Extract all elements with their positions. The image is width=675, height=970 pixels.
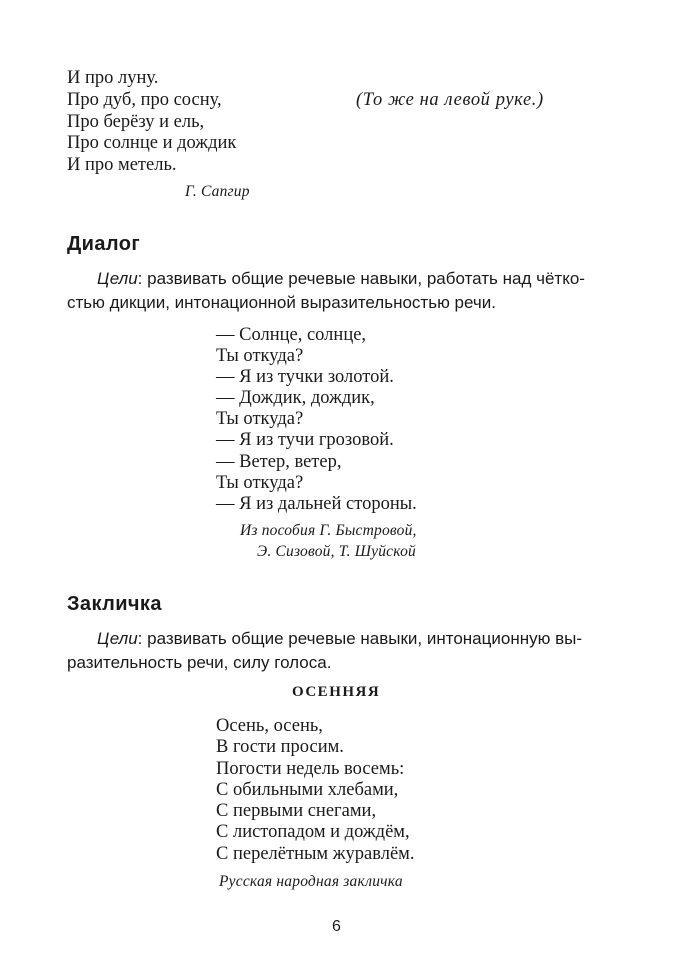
poem-line: И про метель.: [67, 155, 177, 175]
goals-paragraph-line: [97, 627, 582, 651]
verse-line: С перелётным журавлём.: [216, 844, 415, 864]
poem-line: Про дуб, про сосну,: [67, 90, 222, 110]
section-title: Диалог: [67, 233, 141, 255]
dialog-line: — Солнце, солнце,: [216, 325, 367, 345]
poem-line: Про берёзу и ель,: [67, 112, 205, 132]
dialog-line: Ты откуда?: [216, 473, 304, 493]
stage-note: (То же на левой руке.): [356, 90, 544, 110]
verse-title: ОСЕННЯЯ: [292, 684, 381, 700]
goals-text: : развивать общие речевые навыки, интонационную вы-: [137, 629, 582, 648]
verse-line: Осень, осень,: [216, 716, 323, 736]
goals-paragraph-line: стью дикции, интонационной выразительностью речи.: [67, 293, 496, 312]
goals-text: : развивать общие речевые навыки, работать над чётко-: [137, 269, 585, 288]
goals-paragraph-line: разительность речи, силу голоса.: [67, 653, 332, 672]
poem-author: Г. Сапгир: [185, 183, 250, 200]
source-line: Из пособия Г. Быстровой,: [240, 522, 417, 539]
verse-line: С обильными хлебами,: [216, 780, 399, 800]
poem-line: Про солнце и дождик: [67, 133, 237, 153]
source-line: Э. Сизовой, Т. Шуйской: [257, 543, 416, 560]
verse-line: С первыми снегами,: [216, 801, 377, 821]
goals-paragraph-line: [97, 267, 585, 291]
verse-line: С листопадом и дождём,: [216, 822, 410, 842]
poem-line: И про луну.: [67, 68, 159, 88]
section-title: Закличка: [67, 593, 162, 615]
goals-label: Цели: [97, 629, 138, 648]
dialog-line: Ты откуда?: [216, 346, 304, 366]
dialog-line: — Я из тучки золотой.: [216, 367, 394, 387]
dialog-line: — Дождик, дождик,: [216, 388, 375, 408]
dialog-line: — Ветер, ветер,: [216, 452, 342, 472]
dialog-line: Ты откуда?: [216, 409, 304, 429]
verse-line: Погости недель восемь:: [216, 759, 405, 779]
goals-label: Цели: [97, 269, 138, 288]
source-line: Русская народная закличка: [219, 873, 403, 890]
dialog-line: — Я из тучи грозовой.: [216, 430, 394, 450]
page-number: 6: [332, 918, 341, 935]
dialog-line: — Я из дальней стороны.: [216, 494, 417, 514]
verse-line: В гости просим.: [216, 737, 344, 757]
